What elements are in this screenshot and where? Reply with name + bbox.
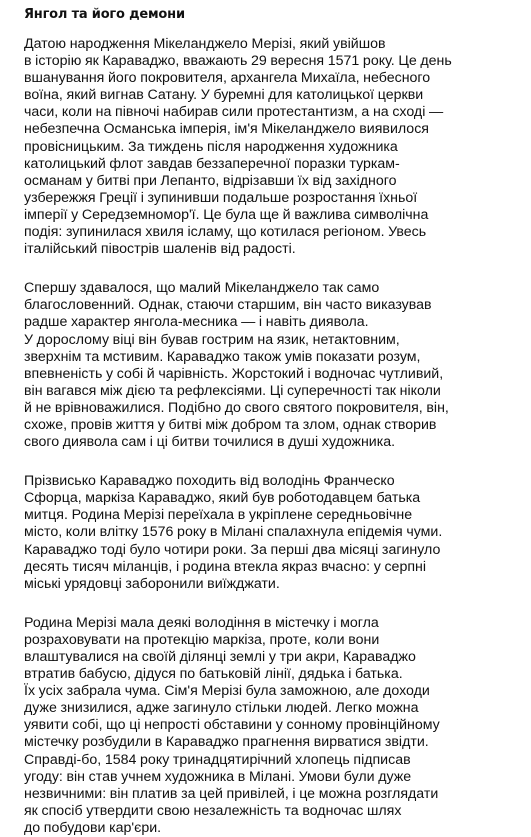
text-line: італійський півострів шаленів від радості. xyxy=(24,241,296,258)
text-line: імперії у Середземномор'ї. Це була ще й важлива символічна xyxy=(24,206,429,223)
text-line: місто, коли влітку 1576 року в Мілані спалахнула епідемія чуми. xyxy=(24,524,443,541)
paragraph xyxy=(24,36,517,258)
text-line: воїна, який вигнав Сатану. У буремні для католицької церкви xyxy=(24,87,424,104)
text-line: вшанування його покровителя, архангела Михаїла, небесного xyxy=(24,70,431,87)
text-line: свого диявола сам і ці битви точилися в душі художника. xyxy=(24,434,396,451)
paragraph xyxy=(24,615,517,837)
text-line: влаштувалися на своїй ділянці землі у три акри, Караваджо xyxy=(24,649,416,665)
text-line: благословенний. Однак, стаючи старшим, він часто виказував xyxy=(24,297,432,314)
text-line: дуже знизилися, адже загинуло стільки людей. Легко можна xyxy=(24,700,419,717)
text-line: уявити собі, що ці непрості обставини у сонному провінційному xyxy=(24,717,440,734)
text-line: десять тисяч міланців, і родина втекла якраз вчасно: у серпні xyxy=(24,558,427,575)
text-line: Прізвисько Караваджо походить від володінь Франческо xyxy=(24,473,395,490)
text-line: османам у битві при Лепанто, відрізавши їх від західного xyxy=(24,172,397,189)
text-line: узбережжя Греції і зупинивши подальше розростання їхньої xyxy=(24,189,418,206)
text-line: містечку розбудили в Караваджо прагнення вирватися звідти. xyxy=(24,734,429,751)
text-line: в історію як Караваджо, вважають 29 вересня 1571 року. Це день xyxy=(24,53,452,70)
text-line: розраховувати на протекцію маркіза, проте, коли вони xyxy=(24,631,380,648)
text-line: міські урядовці заборонили виїжджати. xyxy=(24,575,280,592)
text-line: Родина Мерізі мала деякі володіння в містечку і могла xyxy=(24,614,379,631)
text-line: митця. Родина Мерізі переїхала в укріплене середньовічне xyxy=(24,507,413,524)
text-line: втратив бабусю, дідуся по батьковій лінії, дядька і батька. xyxy=(24,666,403,683)
text-line: радше характер янгола-месника — і навіть диявола. xyxy=(24,314,369,331)
text-line: небезпечна Османська імперія, ім'я Мікеланджело виявилося xyxy=(24,121,429,138)
text-line: угоду: він став учнем художника в Мілані. Умови були дуже xyxy=(24,768,412,785)
text-line: провісницьким. За тиждень після народження художника xyxy=(24,138,398,155)
text-line: як спосіб утвердити свою незалежність та водночас шлях xyxy=(24,802,402,819)
paragraph xyxy=(24,473,517,593)
text-line: Їх усіх забрала чума. Сім'я Мерізі була заможною, але доходи xyxy=(24,683,430,700)
text-line: католицький флот завдав беззаперечної поразки туркам- xyxy=(24,155,400,172)
text-line: зверхнім та мстивим. Караваджо також умів показати розум, xyxy=(24,348,421,365)
text-line: Караваджо тоді було чотири роки. За перші два місяці загинуло xyxy=(24,541,441,558)
text-line: до побудови кар'єри. xyxy=(24,819,162,836)
article-body xyxy=(24,36,517,837)
text-line: часи, коли на півночі набирав сили протестантизм, а на сході — xyxy=(24,104,444,121)
text-line: У дорослому віці він бував гострим на язик, нетактовним, xyxy=(24,331,400,348)
text-line: Датою народження Мікеланджело Мерізі, який увійшов xyxy=(24,36,386,52)
text-line: Спершу здавалося, що малий Мікеланджело так само xyxy=(24,280,380,297)
paragraph xyxy=(24,280,517,451)
text-line: Сфорца, маркіза Караваджо, який був роботодавцем батька xyxy=(24,490,421,507)
text-line: схоже, провів життя у битві між добром та злом, однак створив xyxy=(24,416,437,433)
text-line: подія: зупинилася хвиля ісламу, що котилася регіоном. Увесь xyxy=(24,224,427,241)
text-line: він вагався між дією та рефлексіями. Ці суперечності так ніколи xyxy=(24,382,441,399)
text-line: й не врівноважилися. Подібно до свого святого покровителя, він, xyxy=(24,399,449,416)
article-title: Янгол та його демони xyxy=(24,7,185,22)
text-line: незвичними: він платив за цей привілей, і це можна розглядати xyxy=(24,785,439,802)
text-line: Справді-бо, 1584 року тринадцятирічний хлопець підписав xyxy=(24,751,411,768)
text-line: впевненість у собі й чарівність. Жорстокий і водночас чутливий, xyxy=(24,365,444,382)
